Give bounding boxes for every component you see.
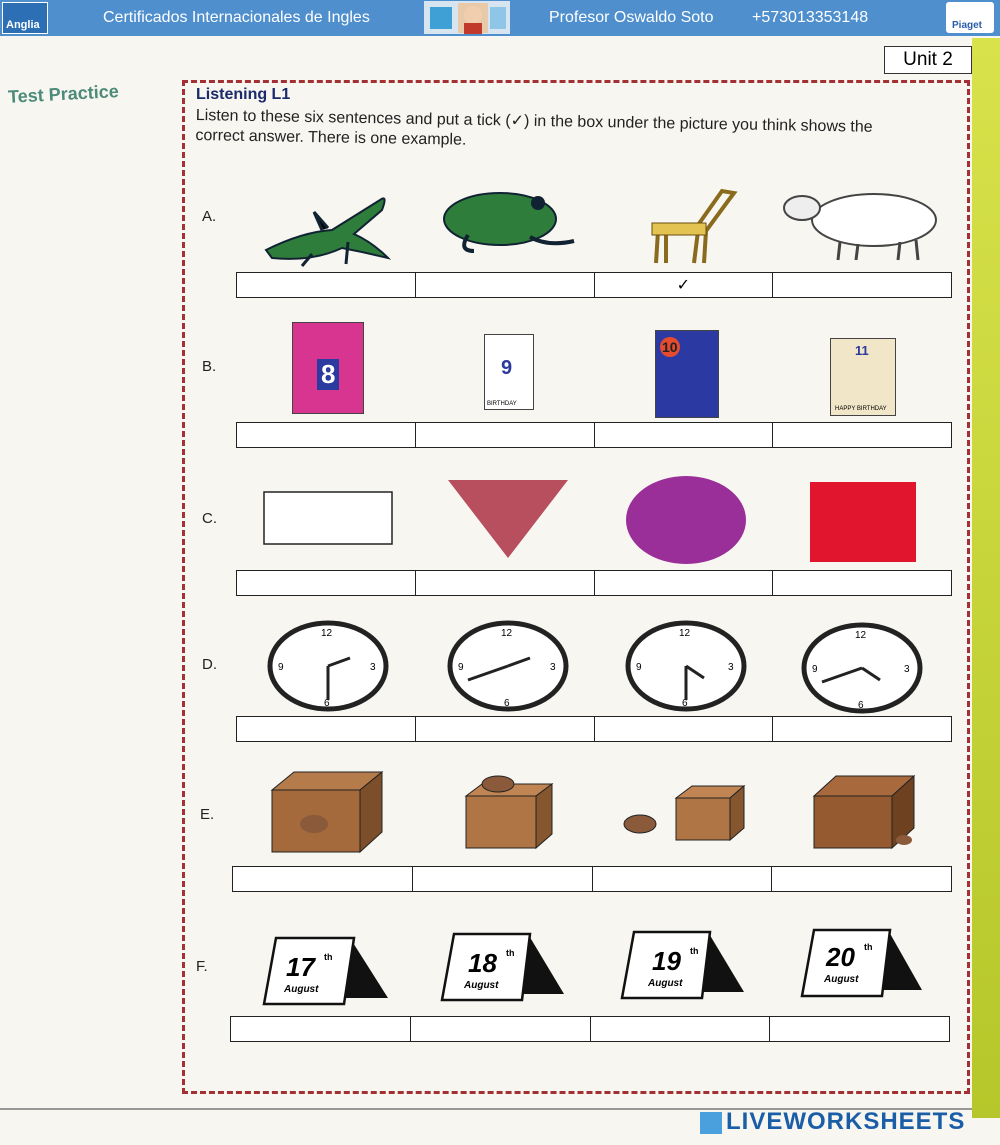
birthday-card-11: 11 HAPPY BIRTHDAY: [830, 338, 896, 416]
answer-box[interactable]: [237, 571, 416, 595]
answer-box[interactable]: [233, 867, 413, 891]
answer-box[interactable]: [413, 867, 593, 891]
clock-picture: [266, 620, 390, 712]
row-label-f: F.: [196, 958, 208, 975]
clock-picture: [800, 622, 924, 714]
answer-box[interactable]: [411, 1017, 591, 1041]
white-rectangle-picture: [262, 490, 394, 548]
row-label-e: E.: [200, 806, 215, 823]
svg-text:3: 3: [904, 664, 910, 675]
svg-text:3: 3: [370, 662, 376, 673]
answer-row-e: [232, 866, 952, 892]
answer-box[interactable]: [773, 423, 951, 447]
page-edge-strip: [972, 38, 1000, 1118]
row-label-a: A.: [202, 208, 217, 225]
answer-box[interactable]: [416, 273, 595, 297]
row-label-d: D.: [202, 656, 217, 673]
answer-box[interactable]: [773, 717, 951, 741]
sheep-picture: [780, 182, 944, 262]
clock-picture: [446, 620, 570, 712]
svg-text:6: 6: [324, 698, 330, 709]
clock-picture: [624, 620, 748, 712]
answer-box[interactable]: [773, 571, 951, 595]
answer-row-a: [236, 272, 952, 298]
svg-text:12: 12: [855, 630, 867, 641]
answer-box[interactable]: [595, 571, 774, 595]
birthday-card-10: 10: [655, 330, 719, 418]
teacher-phone: +573013353148: [752, 9, 869, 26]
exercise-heading: Listening L1: [196, 86, 291, 103]
answer-row-b: [236, 422, 952, 448]
piaget-logo: Piaget: [946, 2, 994, 33]
answer-box[interactable]: [773, 273, 951, 297]
answer-box[interactable]: ✓: [595, 273, 774, 297]
unit-badge: Unit 2: [884, 46, 972, 74]
answer-row-d: [236, 716, 952, 742]
calendar-18: 18 th August: [440, 924, 568, 1004]
answer-box[interactable]: [416, 423, 595, 447]
answer-box[interactable]: [595, 717, 774, 741]
mouse-on-box-picture: [462, 772, 554, 850]
svg-text:9: 9: [812, 664, 818, 675]
answer-box[interactable]: [770, 1017, 949, 1041]
mouse-beside-box-picture: [622, 784, 746, 842]
svg-text:6: 6: [504, 698, 510, 709]
calendar-17: 17 th August: [262, 928, 390, 1008]
svg-text:6: 6: [682, 698, 688, 709]
svg-text:9: 9: [278, 662, 284, 673]
answer-box[interactable]: [237, 273, 416, 297]
row-label-c: C.: [202, 510, 217, 527]
birthday-card-8: 8: [292, 322, 364, 414]
svg-text:12: 12: [679, 628, 691, 639]
banner-title: Certificados Internacionales de Ingles: [103, 9, 370, 26]
answer-box[interactable]: [237, 423, 416, 447]
anglia-logo: Anglia: [2, 2, 48, 34]
answer-box[interactable]: [231, 1017, 411, 1041]
calendar-20: 20 th August: [800, 920, 928, 1000]
answer-box[interactable]: [591, 1017, 771, 1041]
answer-box[interactable]: [237, 717, 416, 741]
giraffe-picture: [632, 185, 742, 265]
answer-box[interactable]: [595, 423, 774, 447]
birthday-card-9: 9 BIRTHDAY: [484, 334, 534, 410]
calendar-19: 19 th August: [620, 922, 748, 1002]
svg-text:3: 3: [728, 662, 734, 673]
answer-box[interactable]: [416, 717, 595, 741]
answer-box[interactable]: [416, 571, 595, 595]
answer-row-c: [236, 570, 952, 596]
teacher-name: Profesor Oswaldo Soto: [549, 9, 714, 26]
answer-row-f: [230, 1016, 950, 1042]
answer-box[interactable]: [772, 867, 951, 891]
row-label-b: B.: [202, 358, 217, 375]
pink-triangle-picture: [446, 478, 570, 560]
red-square-picture: [810, 482, 916, 562]
answer-box[interactable]: [593, 867, 773, 891]
svg-text:3: 3: [550, 662, 556, 673]
top-banner: [0, 0, 1000, 36]
svg-text:12: 12: [321, 628, 333, 639]
teacher-photo: [424, 1, 510, 34]
liveworksheets-icon: [700, 1112, 722, 1134]
mouse-under-box-picture: [812, 774, 916, 850]
svg-text:9: 9: [458, 662, 464, 673]
crocodile-picture: [262, 172, 394, 268]
svg-text:6: 6: [858, 700, 864, 711]
frog-picture: [438, 185, 578, 257]
mouse-in-box-picture: [270, 770, 384, 854]
purple-circle-picture: [624, 474, 748, 566]
svg-text:9: 9: [636, 662, 642, 673]
section-label: Test Practice: [7, 81, 120, 107]
liveworksheets-logo: LIVEWORKSHEETS: [700, 1108, 965, 1136]
exercise-instruction: Listen to these six sentences and put a tick (✓) in the box under the picture you think shows the correct answer. There is one example.: [195, 106, 873, 149]
svg-text:12: 12: [501, 628, 513, 639]
